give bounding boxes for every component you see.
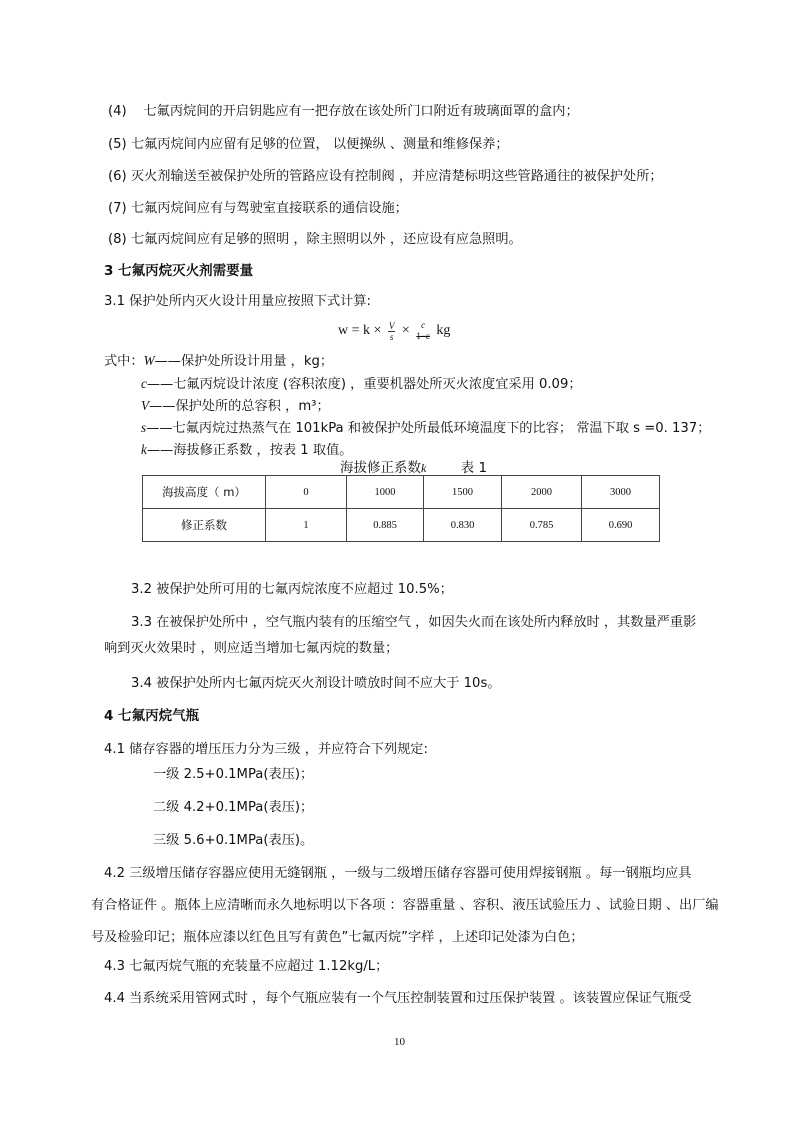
pressure-level: 一级 2.5+0.1MPa(表压)； (153, 767, 314, 782)
item-number: (8) (108, 232, 127, 247)
item-text: 七氟丙烷间应有足够的照明 ，除主照明以外 ，还应设有应急照明。 (130, 232, 522, 247)
times-sign: × (401, 323, 410, 338)
item-text: 灭火剂输送至被保护处所的管路应设有控制阀 ，并应清楚标明这些管路通往的被保护处所； (130, 169, 663, 184)
variable-definition (141, 397, 330, 416)
fraction-denominator: s (389, 331, 394, 342)
page-number: 10 (394, 1036, 405, 1048)
item-number: (4) (108, 104, 127, 119)
variable-definition (141, 375, 582, 394)
table-cell: 2000 (502, 476, 582, 509)
variable-text: ——海拔修正系数 ，按表 1 取值。 (146, 443, 353, 458)
list-item (108, 200, 408, 218)
paragraph-4-2-line3: 号及检验印记；瓶体应漆以红色且写有黄色”七氟丙烷”字样 ，上述印记处漆为白色； (91, 930, 584, 945)
table-cell: 1000 (347, 476, 424, 509)
fraction-numerator: V (388, 320, 395, 331)
pressure-level: 二级 4.2+0.1MPa(表压)； (153, 800, 314, 815)
fraction-denominator: 1−c (416, 331, 430, 341)
variable-symbol: V (141, 398, 150, 413)
item-number: (7) (108, 201, 127, 216)
paragraph-4-2-line1: 4.2 三级增压储存容器应使用无缝钢瓶 ，一级与二级增压储存容器可使用焊接钢瓶 。每一钢瓶均应具 (104, 866, 692, 881)
table-cell: 1500 (424, 476, 502, 509)
table-cell: 0 (266, 476, 347, 509)
variable-symbol: k (141, 442, 147, 457)
item-text: 七氟丙烷间内应留有足够的位置， 以便操纵 、测量和维修保养； (130, 137, 509, 152)
list-item (108, 103, 579, 121)
variable-text: ——七氟丙烷设计浓度 (容积浓度) ，重要机器处所灭火浓度宜采用 0.09； (146, 377, 582, 392)
list-item (108, 231, 522, 249)
variable-definition (141, 419, 710, 438)
list-item (108, 168, 663, 186)
where-label: 式中： (104, 354, 144, 369)
paragraph-3-1: 3.1 保护处所内灭火设计用量应按照下式计算: (104, 294, 371, 309)
formula (338, 320, 450, 348)
variable-symbol: W (143, 353, 155, 368)
fraction-numerator: c (421, 320, 426, 330)
variable-text: ——保护处所的总容积 ，m³； (149, 399, 330, 414)
pressure-level: 三级 5.6+0.1MPa(表压)。 (153, 833, 314, 848)
paragraph-4-1: 4.1 储存容器的增压压力分为三级 ，并应符合下列规定: (104, 742, 428, 757)
caption-table-number: 表 1 (460, 460, 488, 476)
list-item (108, 136, 509, 154)
formula-unit: kg (436, 323, 451, 338)
table-cell: 海拔高度（ m） (143, 476, 266, 509)
variable-definition (141, 441, 352, 460)
table-cell: 0.885 (347, 509, 424, 542)
paragraph-3-3-line2: 响到灭火效果时 ，则应适当增加七氟丙烷的数量； (104, 641, 399, 656)
paragraph-3-2: 3.2 被保护处所可用的七氟丙烷浓度不应超过 10.5%； (131, 582, 453, 597)
variable-text: ——七氟丙烷过热蒸气在 101kPa 和被保护处所最低环境温度下的比容； 常温下取 s =0. 137； (146, 421, 711, 436)
item-number: (6) (108, 169, 127, 184)
table-cell: 3000 (582, 476, 660, 509)
item-text: 七氟丙烷间应有与驾驶室直接联系的通信设施； (130, 201, 408, 216)
variable-text: ——保护处所设计用量 ，kg； (154, 354, 334, 369)
variable-symbol: c (141, 376, 147, 391)
item-number: (5) (108, 137, 127, 152)
table-cell: 修正系数 (143, 509, 266, 542)
table-cell: 0.690 (582, 509, 660, 542)
item-text: 七氟丙烷间的开启钥匙应有一把存放在该处所门口附近有玻璃面罩的盒内； (143, 104, 579, 119)
variable-symbol: s (141, 420, 147, 435)
table-cell: 0.785 (502, 509, 582, 542)
table-row (143, 476, 660, 509)
caption-symbol: k (421, 461, 427, 475)
formula-lhs: w = k × (338, 323, 382, 338)
paragraph-4-3: 4.3 七氟丙烷气瓶的充装量不应超过 1.12kg/L； (104, 959, 389, 974)
variable-definition (104, 352, 333, 371)
paragraph-4-2-line2: 有合格证件 。瓶体上应清晰而永久地标明以下各项 ：容器重量 、容积、液压试验压力 、试验日期 、出厂编 (91, 898, 719, 913)
section-heading: 4 七氟丙烷气瓶 (104, 708, 200, 724)
table-caption (340, 456, 487, 476)
paragraph-4-4: 4.4 当系统采用管网式时 ，每个气瓶应装有一个气压控制装置和过压保护装置 。该装置应保证气瓶受 (104, 991, 692, 1006)
table-cell: 1 (266, 509, 347, 542)
caption-title: 海拔修正系数 (340, 460, 421, 476)
section-heading: 3 七氟丙烷灭火剂需要量 (104, 263, 254, 279)
fraction-c-over-1-minus-c (416, 320, 430, 342)
fraction-v-over-s (388, 321, 396, 342)
altitude-correction-table (142, 475, 660, 542)
table-row (143, 509, 660, 542)
table-cell: 0.830 (424, 509, 502, 542)
paragraph-3-4: 3.4 被保护处所内七氟丙烷灭火剂设计喷放时间不应大于 10s。 (131, 676, 501, 691)
paragraph-3-3-line1: 3.3 在被保护处所中 ，空气瓶内装有的压缩空气 ，如因失火而在该处所内释放时 ，其数量严重影 (131, 615, 697, 630)
